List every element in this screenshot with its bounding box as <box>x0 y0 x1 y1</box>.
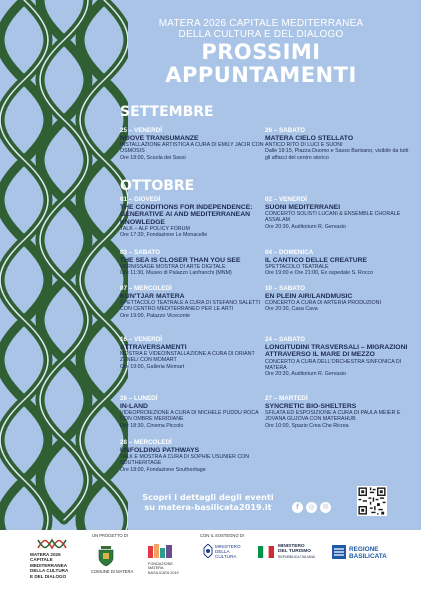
email-icon[interactable]: ✉ <box>320 502 331 513</box>
event-settembre-25 <box>120 127 266 161</box>
page-title-line-1: PROSSIMI <box>201 40 321 64</box>
event-ottobre-28 <box>120 439 266 473</box>
event-description: TALK – ALF POLICY FORUM <box>120 226 190 233</box>
event-date: 27 – MARTEDÌ <box>265 395 308 402</box>
event-time-place: Ore 10:00, Spazio Crea Che Ricrea <box>265 422 349 429</box>
event-title: IL CANTICO DELLE CREATURE <box>265 256 368 264</box>
event-description: MOSTRA E VIDEOINSTALLAZIONE A CURA DI DRIANT ZENELI CON MOMART <box>120 351 255 364</box>
event-description: SPETTACOLO TEATRALE A CURA DI STEFANO SALETTI CON CENTRO MEDITERRANEO PER LE ARTI <box>120 300 261 313</box>
event-description: CONCERTO A CURA DI ARTERIA PRODUZIONI <box>265 300 381 307</box>
event-date: 28 – MERCOLEDÌ <box>120 439 172 446</box>
website-cta[interactable] <box>128 492 288 512</box>
event-date: 26 – SABATO <box>265 127 306 134</box>
matera-logo-line-1: MATERA 2026 <box>30 552 61 557</box>
instagram-icon[interactable]: ◎ <box>306 502 317 513</box>
event-time-place: Ore 19:00, Palazzo Viceconte <box>120 312 190 319</box>
fondazione-logo-text <box>148 562 179 575</box>
event-time-place: Ore 18:00, Scuola dei Sassi <box>120 154 186 161</box>
event-time-place: Ore 19:00, Galleria Momart <box>120 363 185 370</box>
event-ottobre-10 <box>265 285 411 313</box>
ministero-cultura-logo-text <box>215 544 241 560</box>
event-date: 07 – MERCOLEDÌ <box>120 285 172 292</box>
qr-code-icon[interactable] <box>357 486 387 516</box>
page-title-line-2: APPUNTAMENTI <box>165 63 357 87</box>
ministero-turismo-line-2: DEL TURISMO <box>278 549 311 555</box>
regione-basilicata-emblem-icon <box>332 545 346 559</box>
event-title: THE SEA IS CLOSER THAN YOU SEE <box>120 256 241 264</box>
event-time-place: Ore 11:30, Museo di Palazzo Lanfranchi (MNM) <box>120 270 232 277</box>
event-ottobre-24 <box>265 336 411 377</box>
event-date: 03 – SABATO <box>120 249 161 256</box>
event-ottobre-16 <box>120 336 266 370</box>
regione-basilicata-logo-text <box>349 546 387 560</box>
event-description: SFILATA ED ESPOSIZIONE A CURA DI PAULA MEIER E JOVANA GUJOVA CON MATERAHUB <box>265 410 401 423</box>
event-date: 10 – SABATO <box>265 285 306 292</box>
comune-di-matera-label: COMUNE DI MATERA <box>91 569 134 574</box>
matera-logo-line-2: CAPITALE <box>30 557 53 563</box>
header <box>116 18 406 86</box>
event-ottobre-27 <box>265 395 411 429</box>
event-title: LONGITUDINI TRASVERSALI – MIGRAZIONI ATTRAVERSO IL MARE DI MEZZO <box>265 343 408 359</box>
event-description: CONCERTO SOLISTI LUCANI & ENSEMBLE CHORALE ASSALAM <box>265 211 401 224</box>
event-date: 04 – DOMENICA <box>265 249 314 256</box>
supported-by-label: CON IL SOSTEGNO DI <box>200 533 245 538</box>
facebook-icon[interactable]: f <box>292 502 303 513</box>
event-title: NUOVE TRANSUMANZE <box>120 134 199 142</box>
event-title: UNFOLDING PATHWAYS <box>120 446 200 454</box>
regione-line-1: REGIONE <box>349 546 379 553</box>
event-title: EN PLEIN AIR/LANDMUSIC <box>265 292 353 300</box>
event-date: 16 – VENERDÌ <box>120 336 162 343</box>
ministero-cultura-emblem-icon <box>203 544 213 558</box>
cta-line-1: Scopri i dettagli degli eventi <box>142 492 274 502</box>
braid-pattern-graphic <box>0 0 128 530</box>
fondazione-matera-basilicata-logo-icon <box>148 544 174 560</box>
matera-2026-logo-text <box>30 552 68 579</box>
event-title: SUONI MEDITERRANEI <box>265 203 341 211</box>
event-description: VIDEOPROIEZIONE A CURA DI MICHELE PUDDU ROCA CON OMBRE MERIDIANE <box>120 410 259 423</box>
regione-line-2: BASILICATA <box>349 553 387 560</box>
event-date: 01 – GIOVEDÌ <box>120 196 161 203</box>
ministero-turismo-line-1: MINISTERO <box>278 544 305 549</box>
event-title: THE CONDITIONS FOR INDEPENDENCE: GENERATIVE AI AND MEDITERRANEAN KNOWLEDGE <box>120 203 253 226</box>
ministero-turismo-logo-text <box>278 544 315 560</box>
event-description: CONCERTO A CURA DELL'ORCHESTRA SINFONICA DI MATERA <box>265 358 402 371</box>
event-time-place: Ore 18:30, Cinema Piccolo <box>120 422 184 429</box>
event-time-place: Ore 19:00 e Ore 21:00, Ex ospedale S. Rocco <box>265 270 374 277</box>
ministero-cultura-line-2: DELLA <box>215 549 230 555</box>
ministero-cultura-line-3: CULTURA <box>215 554 237 560</box>
event-description: TALK E MOSTRA A CURA DI SOPHIE USUNIER CON SOUTHERITAGE <box>120 454 250 467</box>
matera-logo-line-5: E DEL DIALOGO <box>30 573 67 579</box>
event-description: INSTALLAZIONE ARTISTICA A CURA DI EMILY JACIR CON OSMOSIS <box>120 142 264 155</box>
ministero-cultura-line-1: MINISTERO <box>215 544 241 549</box>
section-title-settembre: SETTEMBRE <box>120 104 214 120</box>
ministero-turismo-line-3: REPUBBLICA ITALIANA <box>278 554 316 559</box>
event-time-place: Ore 20:30, Auditorium R. Gervasio <box>265 223 346 230</box>
event-time-place: Ore 20:30, Casa Cava <box>265 306 318 313</box>
event-title: IN-LAND <box>120 402 148 410</box>
event-ottobre-02 <box>265 196 411 230</box>
event-title: KUN'TJAR MATERA <box>120 292 185 300</box>
event-description: VERNISSAGE MOSTRA DI ARTE DIGITALE <box>120 264 226 271</box>
matera-2026-logo-icon <box>36 538 68 550</box>
event-ottobre-03 <box>120 249 266 277</box>
event-date: 25 – VENERDÌ <box>120 127 162 134</box>
event-time-place: Ore 17:30, Fondazione Le Monacelle <box>120 232 208 239</box>
matera-logo-line-3: MEDITERRANEA <box>30 562 68 568</box>
fondazione-line-1: FONDAZIONE <box>148 562 173 566</box>
event-date: 24 – SABATO <box>265 336 306 343</box>
italian-flag-icon <box>258 546 274 558</box>
event-ottobre-04 <box>265 249 411 277</box>
event-date: 02 – VENERDÌ <box>265 196 307 203</box>
fondazione-line-2: MATERA <box>148 566 164 571</box>
cta-line-2: su matera-basilicata2019.it <box>144 502 272 512</box>
kicker-line-2: DELLA CULTURA E DEL DIALOGO <box>178 29 344 40</box>
event-time-place: Dalle 19:15, Piazza Duomo e Sasso Barisano, visibile da tutti gli affacci del centro storico <box>265 148 409 161</box>
kicker-line-1: MATERA 2026 CAPITALE MEDITERRANEA <box>158 18 364 29</box>
event-description: ANTICO RITO DI LUCI E SUONI <box>265 142 343 149</box>
event-title: SYNCRETIC BIO-SHELTERS <box>265 402 357 410</box>
event-date: 26 – LUNEDÌ <box>120 395 158 402</box>
event-time-place: Ore 20:30, Auditorium R. Gervasio <box>265 371 346 378</box>
event-time-place: Ore 18:00, Fondazione Southeritage <box>120 466 206 473</box>
event-ottobre-01 <box>120 196 266 239</box>
matera-logo-line-4: DELLA CULTURA <box>30 568 69 574</box>
event-description: SPETTACOLO TEATRALE <box>265 264 329 271</box>
project-by-label: UN PROGETTO DI <box>92 533 128 538</box>
section-title-ottobre: OTTOBRE <box>120 178 195 194</box>
event-ottobre-07 <box>120 285 266 319</box>
event-settembre-26 <box>265 127 411 161</box>
fondazione-line-3: BASILICATA 2019 <box>148 570 179 575</box>
comune-di-matera-crest-icon <box>98 546 114 566</box>
event-title: ATTRAVERSAMENTI <box>120 343 187 351</box>
partner-logo-bar <box>0 530 421 600</box>
event-ottobre-26 <box>120 395 266 429</box>
event-title: MATERA CIELO STELLATO <box>265 134 354 142</box>
